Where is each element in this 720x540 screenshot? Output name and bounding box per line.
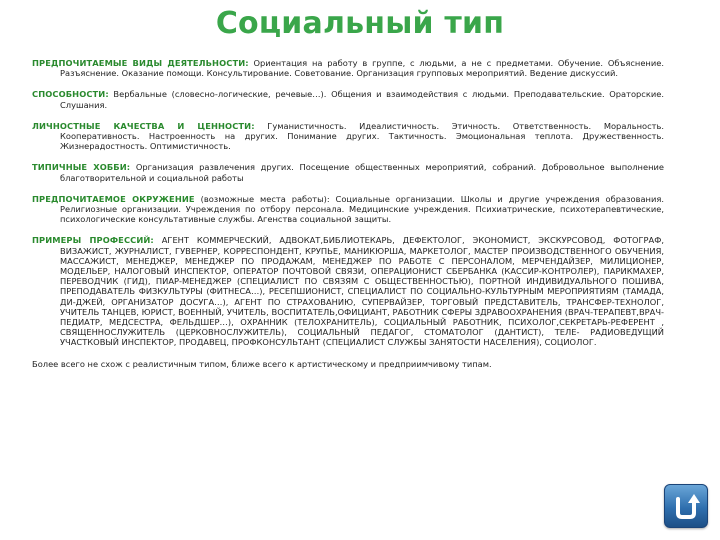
section-activities [32, 58, 664, 78]
page-title: Социальный тип [215, 6, 505, 41]
conclusion-text: Более всего не схож с реалистичным типом, ближе всего к артистическому и предприимчивому типам. [32, 358, 492, 369]
section-text: Вербальные (словесно-логические, речевые…). Общения и взаимодействия с людьми. Преподавательские. Ораторские. Слушания. [60, 89, 664, 110]
section-qualities [32, 121, 664, 152]
section-environment [32, 194, 664, 225]
section-professions [32, 235, 664, 347]
section-heading: ЛИЧНОСТНЫЕ КАЧЕСТВА И ЦЕННОСТИ: [32, 120, 255, 131]
return-arrow-icon [671, 491, 701, 521]
section-text: АГЕНТ КОММЕРЧЕСКИЙ, АДВОКАТ,БИБЛИОТЕКАРЬ, ДЕФЕКТОЛОГ, ЭКОНОМИСТ, ЭКСКУРСОВОД, ФОТОГРАФ, ВИЗАЖИСТ, ЖУРНАЛИСТ, ГУВЕРНЕР, КОРРЕСПОНДЕНТ, КРУПЬЕ, МАНИКЮРША, МАРКЕТОЛОГ, МАСТЕР ПРОИЗВОДСТВЕННОГО ОБУЧЕНИЯ, МАССАЖИСТ, МЕНЕДЖЕР, МЕНЕДЖЕР ПО ПРОДАЖАМ, МЕНЕДЖЕР ПО РАБОТЕ С ПЕРСОНАЛОМ, МЕРЧЕНДАЙЗЕР, МИЛИЦИОНЕР, МОДЕЛЬЕР, НАЛОГОВЫЙ ИНСПЕКТОР, ОПЕРАТОР ПОЧТОВОЙ СВЯЗИ, ОПЕРАЦИОНИСТ СБЕРБАНКА (КАССИР-КОНТРОЛЕР), ПАРИКМАХЕР, ПЕРЕВОДЧИК (ГИД), ПИАР-МЕНЕДЖЕР (СПЕЦИАЛИСТ ПО СВЯЗЯМ С ОБЩЕСТВЕННОСТЬЮ), ПОРТНОЙ ИНДИВИДУАЛЬНОГО ПОШИВА, ПРЕПОДАВАТЕЛЬ ФИЗКУЛЬТУРЫ (ФИТНЕСА…), РЕСЕПШИОНИСТ, СПЕЦИАЛИСТ ПО СОЦИАЛЬНО-КУЛЬТУРНЫМ МЕРОПРИЯТИЯМ (ТАМАДА, ДИ-ДЖЕЙ, ОРГАНИЗАТОР ДОСУГА…), АГЕНТ ПО СТРАХОВАНИЮ, СУПЕРВАЙЗЕР, ТОРГОВЫЙ ПРЕДСТАВИТЕЛЬ, ТРАНСФЕР-ТЕХНОЛОГ, УЧИТЕЛЬ ТАНЦЕВ, ЮРИСТ, ВОЕННЫЙ, УЧИТЕЛЬ, ВОСПИТАТЕЛЬ,ОФИЦИАНТ, РАБОТНИК СФЕРЫ ЗДРАВООХРАНЕНИЯ (ВРАЧ-ТЕРАПЕВТ,ВРАЧ-ПЕДИАТР, МЕДСЕСТРА, ФЕЛЬДШЕР…), ОХРАННИК (ТЕЛОХРАНИТЕЛЬ), СОЦИАЛЬНЫЙ РАБОТНИК, ПСИХОЛОГ,СЕКРЕТАРЬ-РЕФЕРЕНТ , СВЯЩЕННОСЛУЖИТЕЛЬ (ЦЕРКОВНОСЛУЖИТЕЛЬ), СОЦИАЛЬНЫЙ ПЕДАГОГ, СТОМАТОЛОГ (ДАНТИСТ), ТЕЛЕ- РАДИОВЕДУЩИЙ УЧАСТКОВЫЙ ИНСПЕКТОР, ПРОДАВЕЦ, ПРОФКОНСУЛЬТАНТ (СПЕЦИАЛИСТ СЛУЖБЫ ЗАНЯТОСТИ НАСЕЛЕНИЯ), СОЦИОЛОГ. [60, 235, 664, 348]
section-heading: ПРЕДПОЧИТАЕМЫЕ ВИДЫ ДЕЯТЕЛЬНОСТИ: [32, 58, 249, 68]
section-hobbies [32, 162, 664, 182]
return-button[interactable] [664, 484, 708, 528]
section-text: (возможные места работы): Социальные организации. Школы и другие учреждения образования. Религиозные организации. Учреждения по отбору персонала. Медицинские учреждения. Психиатрические, психотерапевтические, психологические консультативные службы. Агенства социальной защиты. [60, 193, 664, 225]
section-text: Гуманистичность. Идеалистичность. Этичность. Ответственность. Моральность. Кооперативность. Настроенность на других. Понимание других. Тактичность. Эмоциональная теплота. Дружественность. Жизнерадостность. Оптимистичность. [60, 120, 665, 152]
section-heading: ПРЕДПОЧИТАЕМОЕ ОКРУЖЕНИЕ [32, 193, 195, 204]
content [32, 58, 664, 380]
section-heading: ПРИМЕРЫ ПРОФЕССИЙ: [32, 235, 154, 246]
section-abilities [32, 89, 664, 109]
section-heading: СПОСОБНОСТИ: [32, 89, 109, 100]
section-text: Ориентация на работу в группе, с людьми, а не с предметами. Обучение. Объяснение. Разъяснение. Оказание помощи. Консультирование. Советование. Организация групповых мероприятий. Ведение дискуссий. [60, 58, 664, 79]
section-heading: ТИПИЧНЫЕ ХОББИ: [32, 162, 131, 173]
section-text: Организация развлечения других. Посещение общественных мероприятий, собраний. Добровольное выполнение благотворительной и социальной работы [60, 162, 664, 183]
